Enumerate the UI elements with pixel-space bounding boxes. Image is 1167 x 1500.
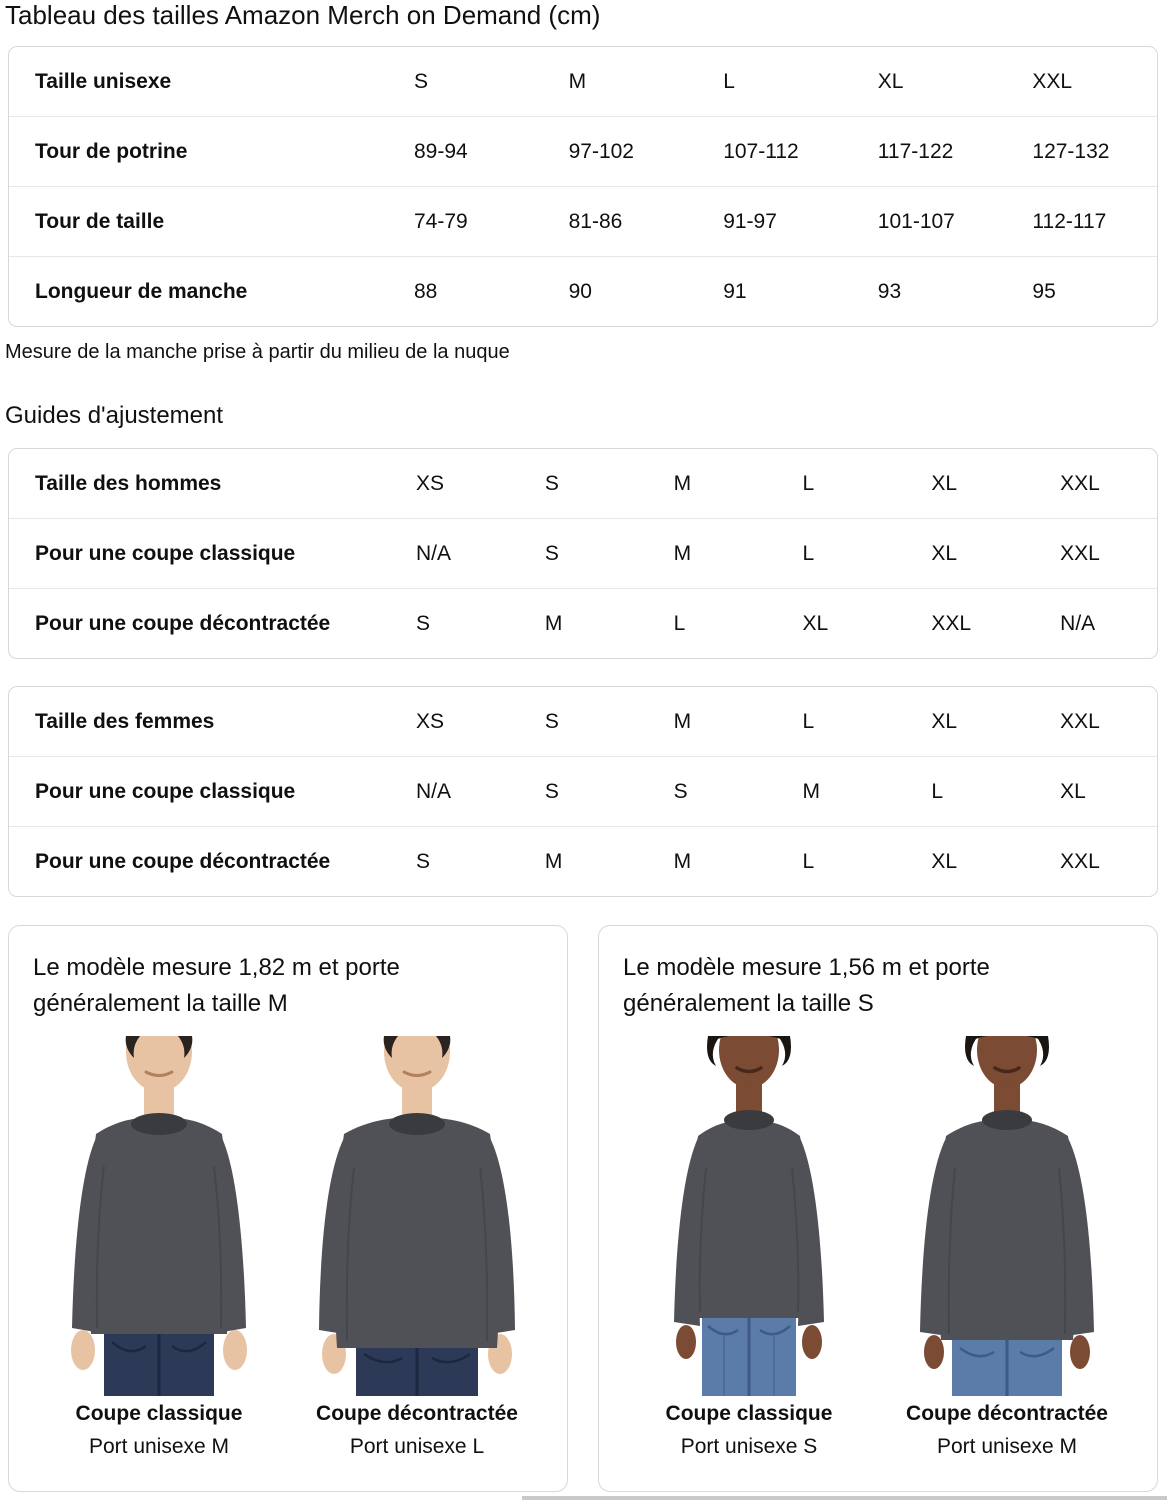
size-cell: L — [802, 541, 815, 565]
table-row — [9, 588, 1157, 658]
size-cell: L — [802, 709, 815, 733]
row-label: Tour de taille — [35, 209, 165, 233]
unisex-size-table — [8, 46, 1158, 327]
size-cell: 74-79 — [414, 209, 468, 233]
size-cell: S — [673, 779, 688, 803]
size-cell: L — [673, 611, 686, 635]
size-cell: XXL — [1060, 541, 1100, 565]
size-cell: XL — [877, 69, 904, 93]
size-cell: 90 — [568, 279, 592, 303]
women-model-card — [598, 925, 1158, 1492]
size-cell: 81-86 — [568, 209, 623, 233]
row-label: Pour une coupe classique — [35, 541, 296, 565]
model-figure — [882, 1036, 1132, 1459]
size-cell: S — [416, 611, 431, 635]
row-label: Longueur de manche — [35, 279, 248, 303]
fit-name: Coupe décontractée — [316, 1402, 518, 1425]
size-cell: N/A — [1060, 611, 1096, 635]
size-cell: S — [544, 709, 559, 733]
table-row — [9, 687, 1157, 756]
size-cell: S — [544, 541, 559, 565]
size-cell: 127-132 — [1032, 139, 1110, 163]
size-cell: XXL — [931, 611, 972, 635]
size-cell: M — [673, 709, 692, 733]
size-cell: XL — [931, 849, 958, 873]
fit-size: Port unisexe M — [936, 1435, 1078, 1458]
size-cell: XXL — [1060, 709, 1100, 733]
size-cell: L — [723, 69, 735, 93]
size-cell: XS — [416, 471, 445, 495]
size-cell: XXL — [1060, 471, 1100, 495]
table-row — [9, 449, 1157, 518]
size-cell: 97-102 — [568, 139, 634, 163]
size-cell: M — [568, 69, 587, 93]
size-cell: 107-112 — [723, 139, 799, 163]
size-cell: 91 — [723, 279, 747, 303]
table-row — [9, 47, 1157, 116]
table-row — [9, 116, 1157, 186]
size-cell: XL — [1060, 779, 1086, 803]
model-figure — [34, 1036, 284, 1459]
card-heading: Le modèle mesure 1,56 m et porte généralement la taille S — [623, 954, 990, 1017]
size-cell: XL — [802, 611, 829, 635]
table-row — [9, 518, 1157, 588]
size-cell: S — [414, 69, 429, 93]
size-cell: S — [416, 849, 431, 873]
fit-name: Coupe classique — [75, 1402, 243, 1425]
size-cell: S — [544, 471, 559, 495]
size-cell: M — [673, 471, 692, 495]
row-label: Taille unisexe — [35, 69, 172, 93]
men-model-card — [8, 925, 568, 1492]
section-divider — [522, 1496, 1167, 1500]
model-photo-men-relaxed-fit — [292, 1036, 542, 1396]
size-cell: XL — [931, 709, 958, 733]
size-cell: XXL — [1032, 69, 1073, 93]
size-cell: 117-122 — [877, 139, 954, 163]
size-cell: M — [544, 611, 563, 635]
men-fit-table — [8, 448, 1158, 659]
row-label: Pour une coupe décontractée — [35, 849, 331, 873]
size-cell: XS — [416, 709, 445, 733]
table-row — [9, 756, 1157, 826]
page-title: Tableau des tailles Amazon Merch on Demand (cm) — [5, 0, 601, 30]
model-photo-men-classic-fit — [34, 1036, 284, 1396]
size-cell: XL — [931, 471, 958, 495]
table-row — [9, 256, 1157, 326]
row-label: Pour une coupe classique — [35, 779, 296, 803]
table-row — [9, 186, 1157, 256]
size-cell: L — [802, 471, 815, 495]
women-fit-table — [8, 686, 1158, 897]
model-photo-women-relaxed-fit — [882, 1036, 1132, 1396]
model-photo-women-classic-fit — [624, 1036, 874, 1396]
fit-size: Port unisexe L — [349, 1435, 485, 1458]
fit-guides-heading: Guides d'ajustement — [5, 402, 224, 429]
row-label: Taille des hommes — [35, 471, 222, 495]
size-cell: 101-107 — [877, 209, 955, 233]
sleeve-measure-note: Mesure de la manche prise à partir du milieu de la nuque — [5, 341, 510, 363]
size-cell: 91-97 — [723, 209, 777, 233]
row-label: Taille des femmes — [35, 709, 215, 733]
size-cell: XXL — [1060, 849, 1100, 873]
fit-size: Port unisexe M — [88, 1435, 230, 1458]
size-cell: M — [544, 849, 563, 873]
size-cell: S — [544, 779, 559, 803]
size-cell: M — [673, 541, 692, 565]
size-cell: XL — [931, 541, 958, 565]
model-cards — [8, 925, 1158, 1492]
row-label: Tour de potrine — [35, 139, 188, 163]
table-row — [9, 826, 1157, 896]
size-cell: N/A — [416, 541, 452, 565]
fit-name: Coupe classique — [665, 1402, 833, 1425]
size-cell: 93 — [877, 279, 902, 303]
row-label: Pour une coupe décontractée — [35, 611, 331, 635]
model-figure — [292, 1036, 542, 1459]
size-cell: 95 — [1032, 279, 1056, 303]
size-cell: 89-94 — [414, 139, 468, 163]
size-cell: 112-117 — [1032, 209, 1107, 233]
size-cell: M — [673, 849, 692, 873]
size-cell: L — [931, 779, 944, 803]
size-cell: L — [802, 849, 815, 873]
card-heading: Le modèle mesure 1,82 m et porte généralement la taille M — [33, 954, 400, 1017]
fit-name: Coupe décontractée — [906, 1402, 1108, 1425]
size-cell: M — [802, 779, 820, 803]
size-cell: 88 — [414, 279, 438, 303]
size-cell: N/A — [416, 779, 452, 803]
fit-size: Port unisexe S — [680, 1435, 818, 1458]
model-figure — [624, 1036, 874, 1459]
